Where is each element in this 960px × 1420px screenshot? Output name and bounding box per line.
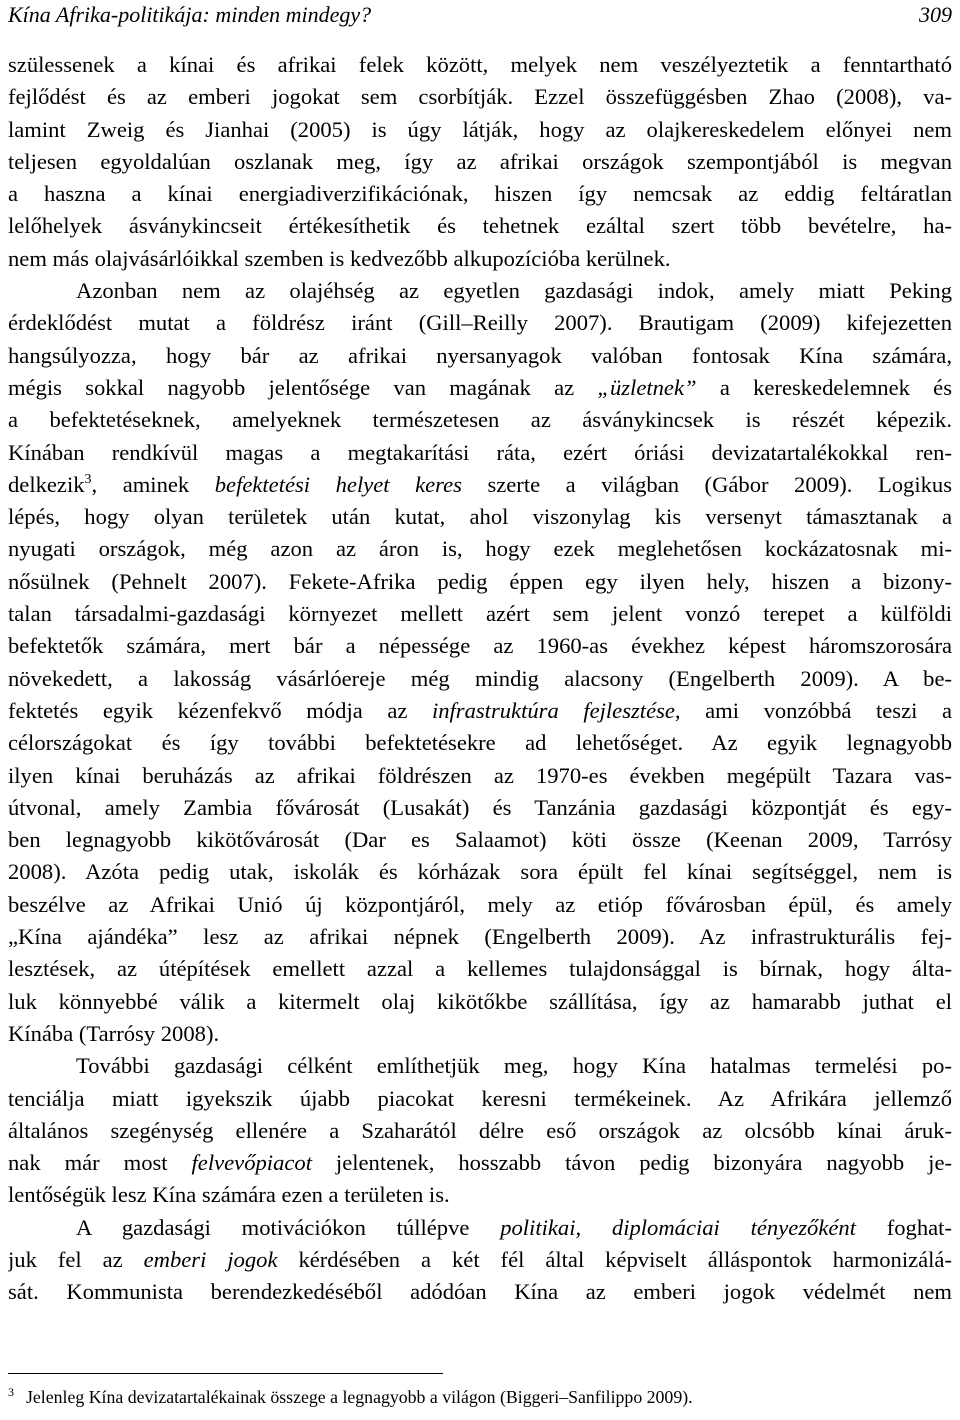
text-line: Kínában rendkívül magas a megtakarítási ráta, ezért óriási devizatartalékokkal ren- <box>8 439 952 465</box>
footnote-divider <box>8 1373 443 1374</box>
text-line: Kínába (Tarrósy 2008). <box>8 1020 220 1046</box>
text-line: útvonal, amely Zambia fővárosát (Lusakát) és Tanzánia gazdasági központját és egy- <box>8 794 952 820</box>
footnote-marker: 3 <box>8 1385 14 1399</box>
footnote-ref[interactable]: 3 <box>84 471 92 487</box>
text-line: lesztések, az útépítések emellett azzal a kellemes tulajdonsággal is bírnak, hogy álta- <box>8 956 952 982</box>
footnote <box>8 1385 952 1409</box>
text-line: luk könnyebbé válik a kitermelt olaj kikötőkbe szállítása, így az hamarabb juthat el <box>8 988 952 1014</box>
footnote-text: Jelenleg Kína devizatartalékainak összege a legnagyobb a világon (Biggeri–Sanfilippo 2009). <box>26 1387 693 1407</box>
text-line: talan társadalmi-gazdasági környezet mellett azért sem jelent vonzó terepet a külföldi <box>8 601 952 627</box>
running-header <box>8 0 952 30</box>
text-line: befektetők számára, mert bár a népessége az 1960-as évekhez képest háromszorosára <box>8 633 952 659</box>
text-line: beszélve az Afrikai Unió új központjáról, mely az etióp fővárosban épül, és amely <box>8 891 952 917</box>
text-line: lépés, hogy olyan területek után kutat, ahol viszonylag kis versenyt támasztanak a <box>8 504 952 530</box>
text-line: mégis sokkal nagyobb jelentősége van magának az „üzletnek” a kereskedelemnek és <box>8 374 952 400</box>
text-line: célországokat és így további befektetésekre ad lehetőséget. Az egyik legnagyobb <box>8 730 952 756</box>
text-line: hangsúlyozza, hogy bár az afrikai nyersanyagok valóban fontosak Kína számára, <box>8 342 952 368</box>
page-number: 309 <box>919 2 952 27</box>
text-line: További gazdasági célként említhetjük meg, hogy Kína hatalmas termelési po- <box>76 1053 952 1079</box>
text-line: tenciálja miatt igyekszik újabb piacokat keresni termékeinek. Az Afrikára jellemző <box>8 1085 952 1111</box>
text-line: lelőhelyek ásványkincseit értékesíthetik és tehetnek ezáltal szert több bevételre, ha- <box>8 213 952 239</box>
text-line: „Kína ajándéka” lesz az afrikai népnek (Engelberth 2009). Az infrastrukturális fej- <box>8 924 952 950</box>
running-title: Kína Afrika-politikája: minden mindegy? <box>8 2 372 27</box>
text-line: érdeklődést mutat a földrész iránt (Gill–Reilly 2007). Brautigam (2009) kifejezetten <box>8 310 952 336</box>
text-line: fejlődést és az emberi jogokat sem csorbítják. Ezzel összefüggésben Zhao (2008), va- <box>8 84 952 110</box>
text-line: a befektetéseknek, amelyeknek természetesen az ásványkincsek is részét képezik. <box>8 407 952 433</box>
text-line: teljesen egyoldalúan oszlanak meg, így az afrikai országok szempontjából is megvan <box>8 148 952 174</box>
text-line: szülessenek a kínai és afrikai felek között, melyek nem veszélyeztetik a fenntartható <box>8 52 952 77</box>
text-line: 2008). Azóta pedig utak, iskolák és kórházak sora épült fel kínai segítséggel, nem is <box>8 859 952 885</box>
text-line: Azonban nem az olajéhség az egyetlen gazdasági indok, amely miatt Peking <box>76 278 952 304</box>
text-line: A gazdasági motivációkon túllépve politikai, diplomáciai tényezőként foghat- <box>76 1214 952 1240</box>
text-line: lentőségük lesz Kína számára ezen a területen is. <box>8 1182 450 1208</box>
text-line: általános szegénység ellenére a Szaharától délre eső országok az olcsóbb kínai áruk- <box>8 1117 952 1143</box>
text-line: nem más olajvásárlóikkal szemben is kedvezőbb alkupozícióba kerülnek. <box>8 245 671 271</box>
text-line: ilyen kínai beruházás az afrikai földrészen az 1970-es években megépült Tazara vas- <box>8 762 952 788</box>
text-line: fektetés egyik kézenfekvő módja az infrastruktúra fejlesztése, ami vonzóbbá teszi a <box>8 697 952 723</box>
text-line: nak már most felvevőpiacot jelentenek, hosszabb távon pedig bizonyára nagyobb je- <box>8 1150 952 1176</box>
text-line: növekedett, a lakosság vásárlóereje még mindig alacsony (Engelberth 2009). A be- <box>8 665 952 691</box>
text-line: a haszna a kínai energiadiverzifikációnak, hiszen így nemcsak az eddig feltáratlan <box>8 181 952 207</box>
body-text <box>8 49 952 1309</box>
text-line: ben legnagyobb kikötővárosát (Dar es Salaamot) köti össze (Keenan 2009, Tarrósy <box>8 827 952 853</box>
text-line: nyugati országok, még azon az áron is, hogy ezek meglehetősen kockázatosnak mi- <box>8 536 952 562</box>
text-line: lamint Zweig és Jianhai (2005) is úgy látják, hogy az olajkereskedelem előnyei nem <box>8 116 952 142</box>
text-line: juk fel az emberi jogok kérdésében a két fél által képviselt álláspontok harmonizálá- <box>8 1246 952 1272</box>
text-line: delkezik$^3$, aminek befektetési helyet keres szerte a világban (Gábor 2009). Logikus <box>8 471 952 497</box>
text-line: nősülnek (Pehnelt 2007). Fekete-Afrika pedig éppen egy ilyen hely, hiszen a bizony- <box>8 568 952 594</box>
text-line: sát. Kommunista berendezkedéséből adódóan Kína az emberi jogok védelmét nem <box>8 1279 952 1305</box>
